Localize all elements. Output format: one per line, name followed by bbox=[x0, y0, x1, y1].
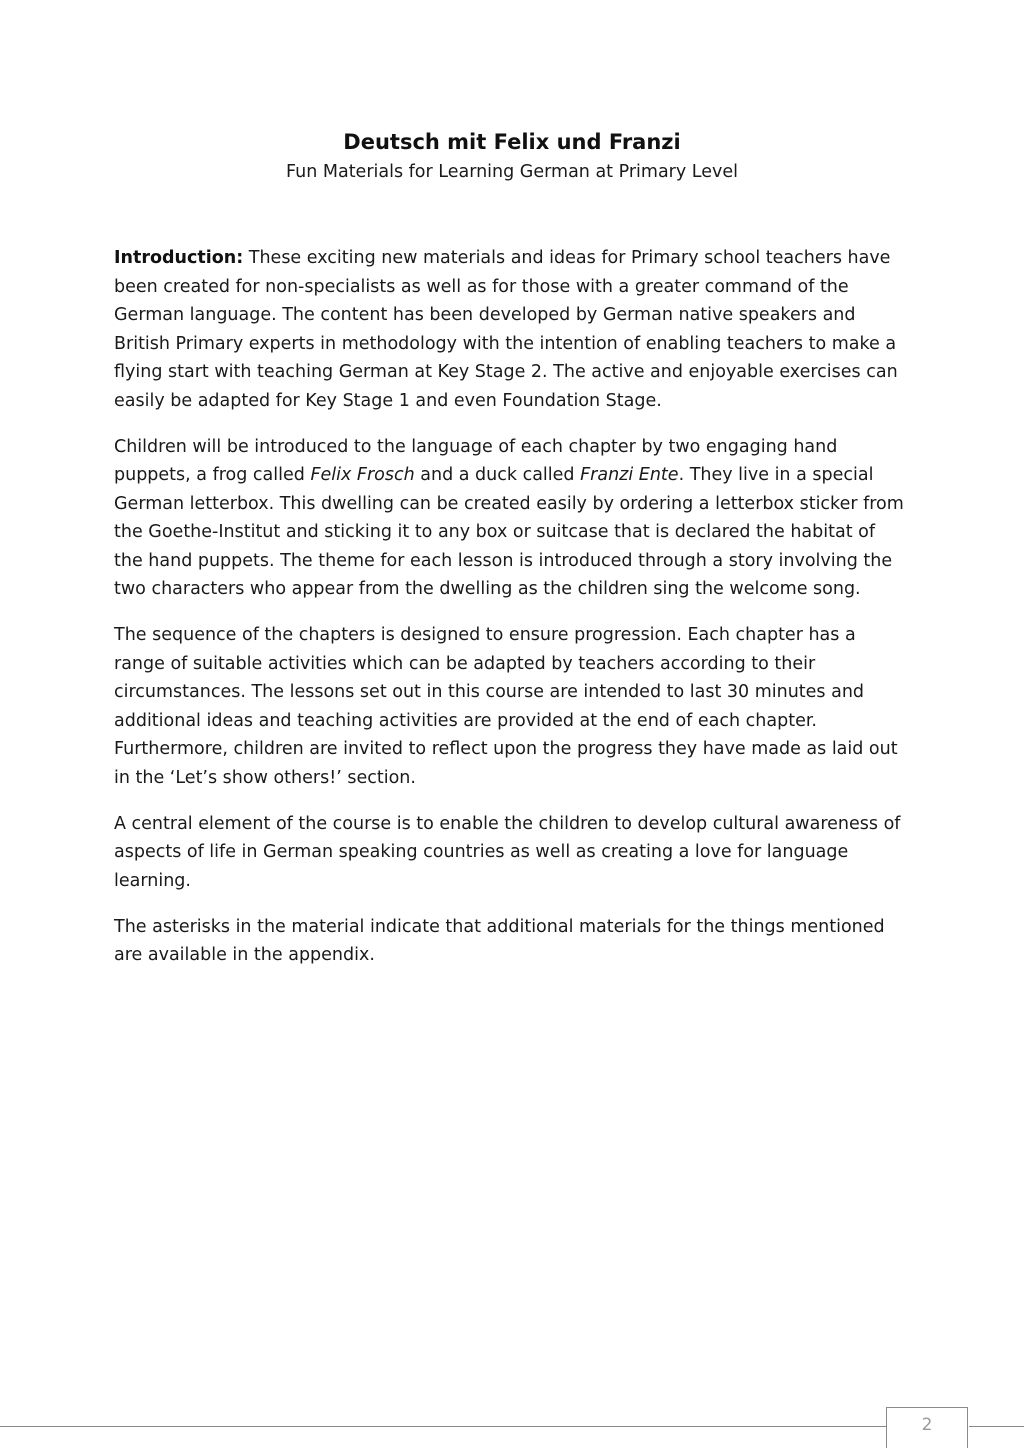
paragraph-introduction bbox=[114, 244, 904, 415]
footer-rule-right bbox=[969, 1426, 1024, 1427]
page-title: Deutsch mit Felix und Franzi bbox=[343, 130, 681, 154]
introduction-label: Introduction: bbox=[114, 248, 244, 268]
duck-name: Franzi Ente bbox=[580, 465, 679, 485]
puppets-text-start: Children will be introduced to the language of each chapter by two engaging hand puppets, a frog called bbox=[114, 436, 838, 485]
frog-name: Felix Frosch bbox=[310, 465, 415, 485]
page-number: 2 bbox=[921, 1415, 933, 1435]
introduction-text: These exciting new materials and ideas for Primary school teachers have been created for non-specialists as well as for those with a greater command of the German language. The content has been developed by German native speakers and British Primary experts in methodology with the intention of enabling teachers to make a flying start with teaching German at Key Stage 2. The active and enjoyable exercises can easily be adapted for Key Stage 1 and even Foundation Stage. bbox=[114, 248, 898, 411]
page-subtitle: Fun Materials for Learning German at Primary Level bbox=[286, 162, 738, 182]
paragraph-asterisks: The asterisks in the material indicate that additional materials for the things mentioned are available in the appendix. bbox=[114, 916, 885, 965]
footer-rule-left bbox=[0, 1426, 887, 1427]
paragraph-puppets bbox=[114, 433, 904, 604]
page-number-tab bbox=[886, 1407, 968, 1448]
paragraph-sequence: The sequence of the chapters is designed to ensure progression. Each chapter has a range of suitable activities which can be adapted by teachers according to their circumstances. The lessons set out in this course are intended to last 30 minutes and additional ideas and teaching activities are provided at the end of each chapter. Furthermore, children are invited to reflect upon the progress they have made as laid out in the ‘Let’s show others!’ section. bbox=[114, 625, 898, 788]
body-text bbox=[114, 244, 904, 987]
paragraph-cultural-awareness: A central element of the course is to enable the children to develop cultural awareness of aspects of life in German speaking countries as well as creating a love for language learning. bbox=[114, 813, 901, 891]
puppets-text-middle: and a duck called bbox=[414, 465, 581, 485]
puppets-text-end: . They live in a special German letterbox. This dwelling can be created easily by ordering a letterbox sticker from the Goethe-Institut and sticking it to any box or suitcase that is declared the habitat of the hand puppets. The theme for each lesson is introduced through a story involving the two characters who appear from the dwelling as the children sing the welcome song. bbox=[114, 465, 904, 599]
